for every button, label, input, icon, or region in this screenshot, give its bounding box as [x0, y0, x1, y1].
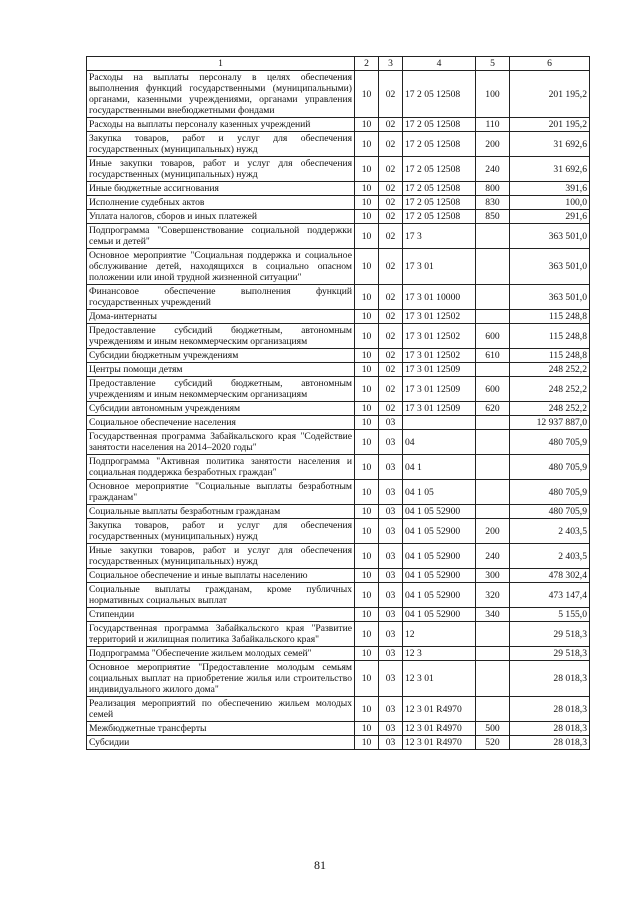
cell-target-article: 04 1 05 52900 [403, 544, 476, 569]
cell-subsection: 02 [379, 196, 403, 210]
cell-target-article: 04 1 05 52900 [403, 608, 476, 622]
cell-target-article: 12 3 01 R4970 [403, 736, 476, 750]
cell-amount: 115 248,8 [510, 349, 590, 363]
table-row [87, 647, 590, 661]
cell-subsection: 02 [379, 182, 403, 196]
cell-target-article: 12 3 01 [403, 661, 476, 697]
cell-target-article: 17 3 [403, 224, 476, 249]
cell-name: Подпрограмма "Активная политика занятости населения и социальная поддержка безработных граждан" [87, 455, 355, 480]
cell-name: Основное мероприятие "Социальные выплаты безработным гражданам" [87, 480, 355, 505]
cell-subsection: 02 [379, 377, 403, 402]
cell-expense-type [476, 249, 510, 285]
cell-expense-type: 200 [476, 132, 510, 157]
cell-name: Расходы на выплаты персоналу казенных учреждений [87, 118, 355, 132]
cell-amount: 248 252,2 [510, 402, 590, 416]
cell-amount: 248 252,2 [510, 363, 590, 377]
cell-target-article: 12 3 01 R4970 [403, 697, 476, 722]
cell-target-article: 12 3 [403, 647, 476, 661]
cell-expense-type: 100 [476, 71, 510, 118]
cell-name: Уплата налогов, сборов и иных платежей [87, 210, 355, 224]
cell-name: Иные бюджетные ассигнования [87, 182, 355, 196]
table-row [87, 285, 590, 310]
cell-expense-type [476, 310, 510, 324]
column-header-expense-type: 5 [476, 57, 510, 71]
cell-section: 10 [355, 697, 379, 722]
cell-name: Центры помощи детям [87, 363, 355, 377]
cell-section: 10 [355, 519, 379, 544]
cell-expense-type [476, 622, 510, 647]
cell-target-article: 17 3 01 10000 [403, 285, 476, 310]
cell-section: 10 [355, 310, 379, 324]
cell-expense-type [476, 505, 510, 519]
cell-section: 10 [355, 71, 379, 118]
cell-expense-type [476, 661, 510, 697]
cell-amount: 473 147,4 [510, 583, 590, 608]
cell-subsection: 03 [379, 544, 403, 569]
table-row [87, 249, 590, 285]
cell-target-article: 04 [403, 430, 476, 455]
table-row [87, 71, 590, 118]
table-row [87, 661, 590, 697]
cell-name: Межбюджетные трансферты [87, 722, 355, 736]
cell-name: Предоставление субсидий бюджетным, автономным учреждениям и иным некоммерческим организациям [87, 377, 355, 402]
cell-target-article: 17 3 01 12509 [403, 377, 476, 402]
cell-subsection: 03 [379, 455, 403, 480]
cell-subsection: 03 [379, 736, 403, 750]
cell-section: 10 [355, 569, 379, 583]
cell-subsection: 02 [379, 249, 403, 285]
column-header-section: 2 [355, 57, 379, 71]
cell-expense-type: 240 [476, 544, 510, 569]
cell-name: Государственная программа Забайкальского края "Развитие территорий и жилищная политика Забайкальского края" [87, 622, 355, 647]
cell-subsection: 03 [379, 505, 403, 519]
cell-amount: 480 705,9 [510, 505, 590, 519]
cell-expense-type: 850 [476, 210, 510, 224]
cell-amount: 28 018,3 [510, 661, 590, 697]
cell-expense-type [476, 285, 510, 310]
cell-amount: 29 518,3 [510, 622, 590, 647]
table-row [87, 569, 590, 583]
cell-name: Дома-интернаты [87, 310, 355, 324]
table-row [87, 324, 590, 349]
cell-expense-type: 240 [476, 157, 510, 182]
cell-amount: 201 195,2 [510, 118, 590, 132]
column-header-target-article: 4 [403, 57, 476, 71]
cell-section: 10 [355, 416, 379, 430]
cell-subsection: 02 [379, 157, 403, 182]
cell-expense-type: 600 [476, 324, 510, 349]
cell-target-article: 17 2 05 12508 [403, 132, 476, 157]
table-row [87, 416, 590, 430]
cell-amount: 100,0 [510, 196, 590, 210]
column-header-amount: 6 [510, 57, 590, 71]
cell-subsection: 02 [379, 71, 403, 118]
cell-subsection: 02 [379, 402, 403, 416]
cell-target-article: 17 2 05 12508 [403, 182, 476, 196]
cell-section: 10 [355, 622, 379, 647]
table-header [87, 57, 590, 71]
cell-expense-type: 610 [476, 349, 510, 363]
table-row [87, 132, 590, 157]
cell-amount: 480 705,9 [510, 455, 590, 480]
cell-target-article [403, 416, 476, 430]
table-row [87, 697, 590, 722]
cell-section: 10 [355, 722, 379, 736]
cell-target-article: 04 1 05 52900 [403, 569, 476, 583]
cell-amount: 291,6 [510, 210, 590, 224]
cell-amount: 363 501,0 [510, 249, 590, 285]
table-row [87, 182, 590, 196]
cell-amount: 31 692,6 [510, 157, 590, 182]
table-row [87, 722, 590, 736]
cell-subsection: 02 [379, 363, 403, 377]
cell-amount: 201 195,2 [510, 71, 590, 118]
column-header-subsection: 3 [379, 57, 403, 71]
cell-subsection: 03 [379, 722, 403, 736]
cell-expense-type: 320 [476, 583, 510, 608]
cell-section: 10 [355, 249, 379, 285]
cell-name: Иные закупки товаров, работ и услуг для обеспечения государственных (муниципальных) нужд [87, 157, 355, 182]
cell-expense-type [476, 480, 510, 505]
cell-expense-type [476, 416, 510, 430]
cell-name: Иные закупки товаров, работ и услуг для обеспечения государственных (муниципальных) нужд [87, 544, 355, 569]
table-row [87, 363, 590, 377]
cell-expense-type: 600 [476, 377, 510, 402]
cell-section: 10 [355, 661, 379, 697]
cell-amount: 5 155,0 [510, 608, 590, 622]
cell-subsection: 03 [379, 583, 403, 608]
cell-name: Социальное обеспечение населения [87, 416, 355, 430]
cell-amount: 12 937 887,0 [510, 416, 590, 430]
cell-section: 10 [355, 285, 379, 310]
cell-name: Расходы на выплаты персоналу в целях обеспечения выполнения функций государственными (муниципальными) органами, казенными учреждениями, органами управления государственными внебюджетными фондами [87, 71, 355, 118]
cell-subsection: 02 [379, 324, 403, 349]
cell-target-article: 17 3 01 12502 [403, 349, 476, 363]
cell-name: Подпрограмма "Обеспечение жильем молодых семей" [87, 647, 355, 661]
cell-name: Стипендии [87, 608, 355, 622]
header-row [87, 57, 590, 71]
cell-target-article: 04 1 [403, 455, 476, 480]
cell-amount: 29 518,3 [510, 647, 590, 661]
cell-section: 10 [355, 647, 379, 661]
cell-amount: 28 018,3 [510, 722, 590, 736]
cell-name: Субсидии бюджетным учреждениям [87, 349, 355, 363]
cell-section: 10 [355, 324, 379, 349]
cell-expense-type: 110 [476, 118, 510, 132]
cell-section: 10 [355, 182, 379, 196]
cell-subsection: 03 [379, 430, 403, 455]
cell-name: Закупка товаров, работ и услуг для обеспечения государственных (муниципальных) нужд [87, 519, 355, 544]
table-row [87, 224, 590, 249]
cell-section: 10 [355, 480, 379, 505]
cell-subsection: 03 [379, 480, 403, 505]
cell-name: Субсидии [87, 736, 355, 750]
cell-amount: 478 302,4 [510, 569, 590, 583]
cell-expense-type: 340 [476, 608, 510, 622]
cell-amount: 2 403,5 [510, 519, 590, 544]
cell-name: Социальные выплаты безработным гражданам [87, 505, 355, 519]
cell-section: 10 [355, 210, 379, 224]
table-row [87, 736, 590, 750]
table-row [87, 310, 590, 324]
cell-name: Исполнение судебных актов [87, 196, 355, 210]
cell-name: Предоставление субсидий бюджетным, автономным учреждениям и иным некоммерческим организациям [87, 324, 355, 349]
cell-name: Закупка товаров, работ и услуг для обеспечения государственных (муниципальных) нужд [87, 132, 355, 157]
table-row [87, 210, 590, 224]
cell-subsection: 03 [379, 647, 403, 661]
cell-subsection: 03 [379, 608, 403, 622]
cell-subsection: 02 [379, 118, 403, 132]
cell-amount: 2 403,5 [510, 544, 590, 569]
cell-target-article: 04 1 05 52900 [403, 583, 476, 608]
cell-name: Основное мероприятие "Социальная поддержка и социальное обслуживание детей, находящихся в социально опасном положении или иной трудной жизненной ситуации" [87, 249, 355, 285]
table-row [87, 622, 590, 647]
cell-expense-type [476, 224, 510, 249]
cell-section: 10 [355, 132, 379, 157]
table-row [87, 455, 590, 480]
cell-name: Социальные выплаты гражданам, кроме публичных нормативных социальных выплат [87, 583, 355, 608]
cell-subsection: 03 [379, 622, 403, 647]
cell-section: 10 [355, 430, 379, 455]
table-row [87, 583, 590, 608]
cell-section: 10 [355, 608, 379, 622]
cell-target-article: 12 [403, 622, 476, 647]
cell-name: Подпрограмма "Совершенствование социальной поддержки семьи и детей" [87, 224, 355, 249]
cell-section: 10 [355, 377, 379, 402]
cell-expense-type [476, 363, 510, 377]
cell-section: 10 [355, 402, 379, 416]
cell-expense-type: 500 [476, 722, 510, 736]
cell-target-article: 17 2 05 12508 [403, 210, 476, 224]
cell-name: Финансовое обеспечение выполнения функций государственных учреждений [87, 285, 355, 310]
cell-section: 10 [355, 544, 379, 569]
cell-section: 10 [355, 455, 379, 480]
cell-amount: 363 501,0 [510, 285, 590, 310]
table-row [87, 402, 590, 416]
cell-section: 10 [355, 349, 379, 363]
table-row [87, 118, 590, 132]
cell-amount: 480 705,9 [510, 430, 590, 455]
table-row [87, 349, 590, 363]
cell-subsection: 03 [379, 519, 403, 544]
cell-target-article: 04 1 05 52900 [403, 519, 476, 544]
cell-section: 10 [355, 363, 379, 377]
table-row [87, 157, 590, 182]
cell-amount: 31 692,6 [510, 132, 590, 157]
table-row [87, 519, 590, 544]
cell-expense-type: 800 [476, 182, 510, 196]
cell-target-article: 17 3 01 12509 [403, 402, 476, 416]
cell-subsection: 02 [379, 224, 403, 249]
cell-amount: 363 501,0 [510, 224, 590, 249]
cell-expense-type: 620 [476, 402, 510, 416]
table-row [87, 505, 590, 519]
table-row [87, 377, 590, 402]
cell-target-article: 17 3 01 12509 [403, 363, 476, 377]
cell-target-article: 17 2 05 12508 [403, 157, 476, 182]
cell-expense-type: 200 [476, 519, 510, 544]
cell-subsection: 02 [379, 210, 403, 224]
cell-section: 10 [355, 583, 379, 608]
cell-subsection: 03 [379, 661, 403, 697]
cell-subsection: 02 [379, 349, 403, 363]
cell-subsection: 02 [379, 285, 403, 310]
cell-name: Субсидии автономным учреждениям [87, 402, 355, 416]
cell-expense-type [476, 430, 510, 455]
cell-name: Основное мероприятие "Предоставление молодым семьям социальных выплат на приобретение жилья или строительство индивидуального жилого дома" [87, 661, 355, 697]
cell-section: 10 [355, 224, 379, 249]
cell-amount: 115 248,8 [510, 324, 590, 349]
cell-target-article: 17 3 01 12502 [403, 324, 476, 349]
cell-section: 10 [355, 196, 379, 210]
cell-amount: 28 018,3 [510, 736, 590, 750]
cell-target-article: 04 1 05 52900 [403, 505, 476, 519]
cell-amount: 480 705,9 [510, 480, 590, 505]
cell-name: Реализация мероприятий по обеспечению жильем молодых семей [87, 697, 355, 722]
cell-amount: 28 018,3 [510, 697, 590, 722]
cell-subsection: 03 [379, 569, 403, 583]
cell-target-article: 17 2 05 12508 [403, 71, 476, 118]
cell-target-article: 17 2 05 12508 [403, 196, 476, 210]
cell-section: 10 [355, 118, 379, 132]
cell-name: Социальное обеспечение и иные выплаты населению [87, 569, 355, 583]
table-body [87, 71, 590, 750]
cell-amount: 115 248,8 [510, 310, 590, 324]
table-row [87, 196, 590, 210]
cell-subsection: 02 [379, 310, 403, 324]
cell-target-article: 17 3 01 12502 [403, 310, 476, 324]
page-number: 81 [314, 858, 326, 872]
cell-expense-type [476, 647, 510, 661]
column-header-name: 1 [87, 57, 355, 71]
cell-subsection: 03 [379, 416, 403, 430]
cell-section: 10 [355, 505, 379, 519]
cell-subsection: 02 [379, 132, 403, 157]
cell-amount: 248 252,2 [510, 377, 590, 402]
cell-section: 10 [355, 157, 379, 182]
cell-target-article: 17 3 01 [403, 249, 476, 285]
cell-expense-type: 520 [476, 736, 510, 750]
table-row [87, 544, 590, 569]
table-row [87, 608, 590, 622]
table-row [87, 480, 590, 505]
cell-subsection: 03 [379, 697, 403, 722]
table-row [87, 430, 590, 455]
cell-target-article: 12 3 01 R4970 [403, 722, 476, 736]
cell-target-article: 04 1 05 [403, 480, 476, 505]
cell-amount: 391,6 [510, 182, 590, 196]
cell-target-article: 17 2 05 12508 [403, 118, 476, 132]
cell-section: 10 [355, 736, 379, 750]
cell-expense-type [476, 455, 510, 480]
cell-expense-type: 830 [476, 196, 510, 210]
budget-table [86, 56, 590, 750]
cell-expense-type: 300 [476, 569, 510, 583]
cell-expense-type [476, 697, 510, 722]
cell-name: Государственная программа Забайкальского края "Содействие занятости населения на 2014–2020 годы" [87, 430, 355, 455]
